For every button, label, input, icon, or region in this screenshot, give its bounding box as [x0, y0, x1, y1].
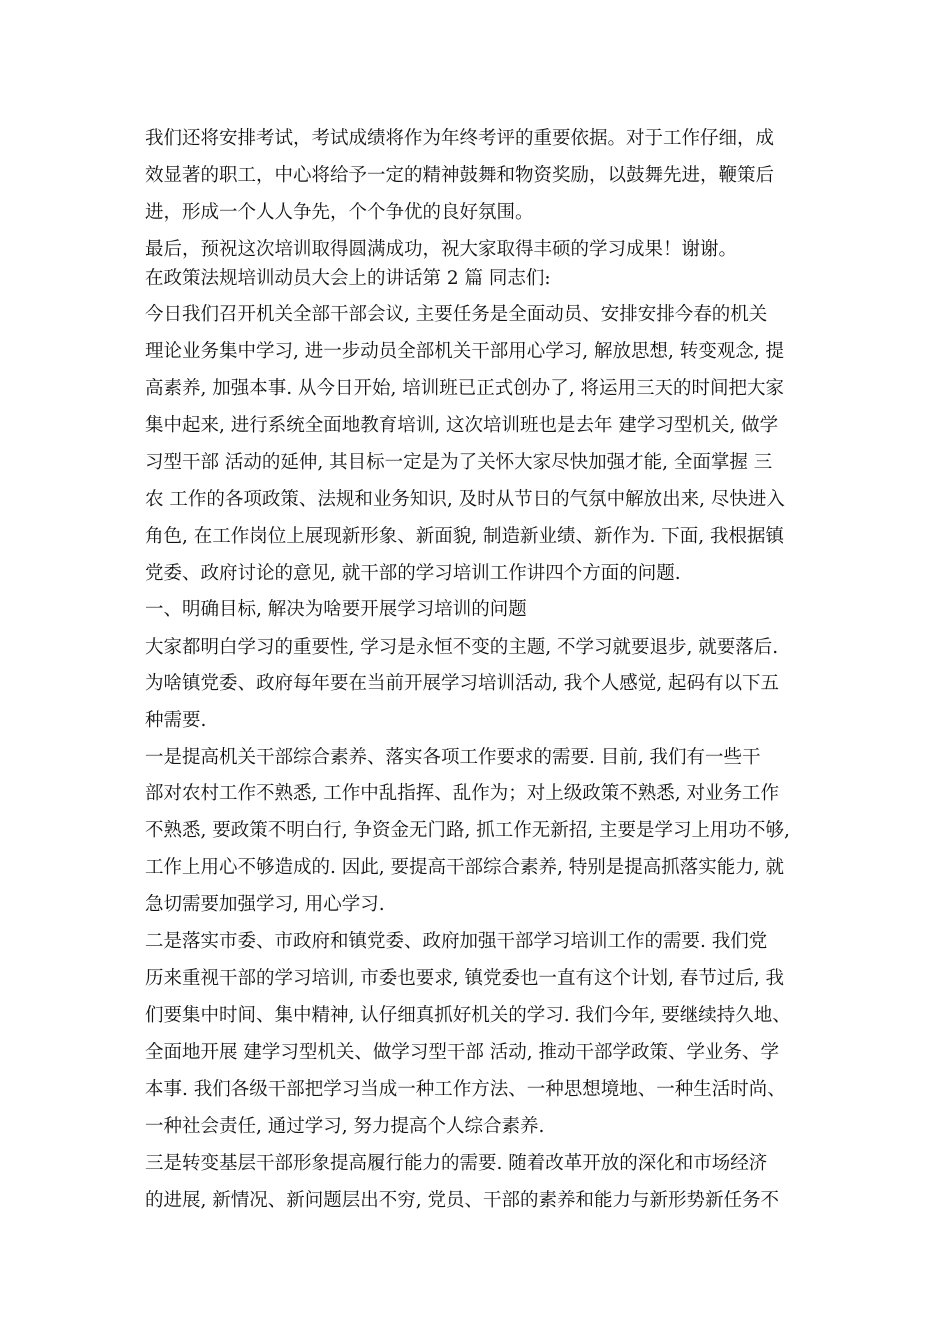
text-line: 集中起来, 进行系统全面地教育培训, 这次培训班也是去年 建学习型机关, 做学 — [145, 415, 779, 436]
text-line: 一种社会责任, 通过学习, 努力提高个人综合素养. — [145, 1116, 545, 1137]
text-line: 全面地开展 建学习型机关、做学习型干部 活动, 推动干部学政策、学业务、学 — [145, 1042, 780, 1063]
text-line: 工作上用心不够造成的. 因此, 要提高干部综合素养, 特别是提高抓落实能力, 就 — [145, 857, 785, 878]
text-line: 农 工作的各项政策、法规和业务知识, 及时从节日的气氛中解放出来, 尽快进入 — [145, 489, 785, 510]
text-line: 效显著的职工，中心将给予一定的精神鼓舞和物资奖励，以鼓舞先进，鞭策后 — [145, 165, 775, 186]
text-line: 不熟悉, 要政策不明白行, 争资金无门路, 抓工作无新招, 主要是学习上用功不够, — [145, 820, 790, 841]
subheading: 一、明确目标, 解决为啥要开展学习培训的问题 — [145, 599, 527, 620]
text-line: 角色, 在工作岗位上展现新形象、新面貌, 制造新业绩、新作为. 下面, 我根据镇 — [145, 526, 785, 547]
text-line: 急切需要加强学习, 用心学习. — [145, 894, 385, 915]
text-line: 三是转变基层干部形象提高履行能力的需要. 随着改革开放的深化和市场经济 — [145, 1153, 768, 1174]
text-line: 二是落实市委、市政府和镇党委、政府加强干部学习培训工作的需要. 我们党 — [145, 931, 768, 952]
text-line: 进，形成一个人人争先，个个争优的良好氛围。 — [145, 202, 534, 223]
text-line: 一是提高机关干部综合素养、落实各项工作要求的需要. 目前, 我们有一些干 — [145, 747, 761, 768]
text-line: 大家都明白学习的重要性, 学习是永恒不变的主题, 不学习就要退步, 就要落后. — [145, 637, 779, 658]
text-line: 的进展, 新情况、新问题层出不穷, 党员、干部的素养和能力与新形势新任务不 — [145, 1190, 780, 1211]
text-line: 高素养, 加强本事. 从今日开始, 培训班已正式创办了, 将运用三天的时间把大家 — [145, 378, 785, 399]
text-line: 本事. 我们各级干部把学习当成一种工作方法、一种思想境地、一种生活时尚、 — [145, 1079, 786, 1100]
text-line: 种需要. — [145, 710, 207, 731]
text-line: 历来重视干部的学习培训, 市委也要求, 镇党委也一直有这个计划, 春节过后, 我 — [145, 968, 785, 989]
text-line: 我们还将安排考试，考试成绩将作为年终考评的重要依据。对于工作仔细，成 — [145, 128, 775, 149]
text-line: 理论业务集中学习, 进一步动员全部机关干部用心学习, 解放思想, 转变观念, 提 — [145, 341, 785, 362]
text-line: 党委、政府讨论的意见, 就干部的学习培训工作讲四个方面的问题. — [145, 563, 681, 584]
text-line: 为啥镇党委、政府每年要在当前开展学习培训活动, 我个人感觉, 起码有以下五 — [145, 673, 780, 694]
text-line: 今日我们召开机关全部干部会议, 主要任务是全面动员、安排安排今春的机关 — [145, 304, 768, 325]
section-heading: 在政策法规培训动员大会上的讲话第 2 篇 同志们: — [145, 268, 551, 289]
text-line: 最后，预祝这次培训取得圆满成功，祝大家取得丰硕的学习成果！谢谢。 — [145, 239, 738, 260]
text-line: 部对农村工作不熟悉, 工作中乱指挥、乱作为；对上级政策不熟悉, 对业务工作 — [145, 783, 780, 804]
text-line: 习型干部 活动的延伸, 其目标一定是为了关怀大家尽快加强才能, 全面掌握 三 — [145, 452, 773, 473]
text-line: 们要集中时间、集中精神, 认仔细真抓好机关的学习. 我们今年, 要继续持久地、 — [145, 1005, 791, 1026]
